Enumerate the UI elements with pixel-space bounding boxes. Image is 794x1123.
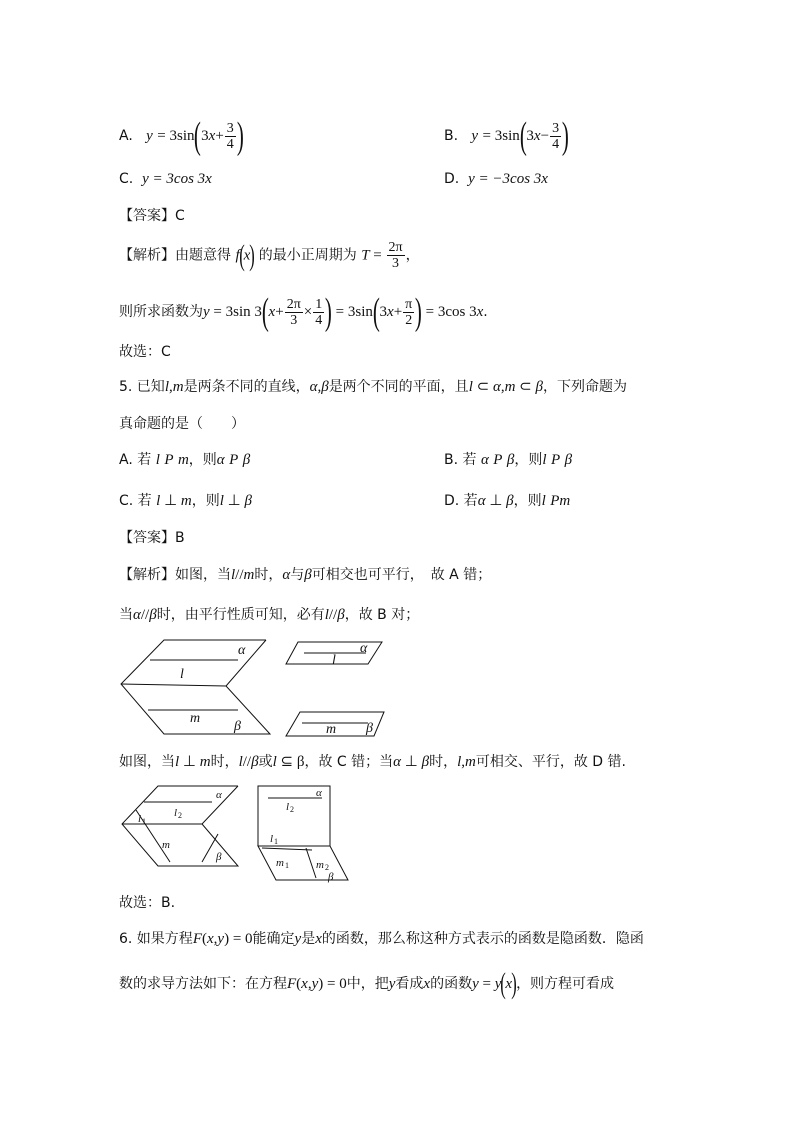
figure-perpendicular-lines: [118, 784, 242, 870]
q5-option-d: D. 若α ⊥ β，则l Pm: [444, 493, 571, 509]
q5-option-b: B. 若 α P β，则l P β: [444, 452, 573, 468]
svg-text:1: 1: [285, 861, 289, 870]
q6-line-2: 数的求导方法如下：在方程F(x,y) = 0中，把y看成x的函数y = y(x)，则方程可看成: [119, 967, 615, 1000]
q4-option-c: C. y = 3cos 3x: [119, 171, 212, 187]
q5-analysis-3: 如图，当l ⊥ m时，l//β或l ⊆ β，故 C 错；当α ⊥ β时，l,m可相交、平行，故 D 错.: [119, 754, 626, 770]
svg-text:α: α: [360, 641, 368, 656]
svg-text:1: 1: [142, 817, 146, 826]
svg-text:m: m: [326, 722, 337, 737]
svg-text:2: 2: [290, 805, 294, 814]
svg-text:l: l: [270, 833, 274, 845]
q4-result: 则所求函数为y = 3sin 3(x+ $\frac{2\pi}{3}$ × $\frac{1}{4}$ ) = 3sin(3x+ $\frac{\pi}{2}$ ) = 3cos 3x.: [119, 291, 488, 333]
q5-answer: 【答案】B: [119, 530, 185, 546]
q5-stem-line1: 5. 已知l,m是两条不同的直线，α,β是两个不同的平面，且l ⊂ α,m ⊂ β，下列命题为: [119, 379, 627, 395]
svg-text:l: l: [174, 807, 178, 819]
svg-text:l: l: [332, 653, 336, 668]
svg-text:1: 1: [274, 837, 278, 846]
q4-option-a: A. y = 3sin(3x+ $\frac{3}{4}$ ): [119, 115, 244, 157]
q4-conclusion: 故选：C: [119, 344, 171, 360]
figure-parallel-planes-right: [286, 636, 390, 740]
svg-text:α: α: [238, 643, 246, 658]
svg-text:2: 2: [325, 863, 329, 872]
svg-text:l: l: [138, 813, 142, 825]
q4-option-d: D. y = −3cos 3x: [444, 171, 548, 187]
q4-option-b: B. y = 3sin(3x− $\frac{3}{4}$ ): [444, 115, 569, 157]
svg-text:m: m: [276, 857, 284, 869]
q4-answer: 【答案】C: [119, 208, 185, 224]
figure-parallel-planes-left: [118, 636, 278, 742]
svg-text:β: β: [328, 871, 334, 883]
svg-text:m: m: [316, 859, 324, 871]
svg-text:l: l: [180, 667, 184, 682]
q5-option-a: A. 若 l P m，则α P β: [119, 452, 251, 468]
svg-text:β: β: [234, 719, 241, 734]
q4-analysis: 【解析】由题意得 f(x) 的最小正周期为 T = $\frac{2\pi}{3}$ ，: [119, 238, 420, 272]
svg-text:m: m: [190, 711, 201, 726]
q6-line-1: 6. 如果方程F(x,y) = 0能确定y是x的函数，那么称这种方式表示的函数是隐函数．隐函: [119, 931, 644, 947]
svg-text:α: α: [216, 789, 222, 801]
svg-text:m: m: [162, 839, 170, 851]
q5-analysis-2: 当α//β时，由平行性质可知，必有l//β，故 B 对；: [119, 607, 420, 623]
svg-text:l: l: [286, 801, 290, 813]
q5-conclusion: 故选：B.: [119, 895, 176, 911]
figure-perpendicular-planes: [254, 784, 350, 884]
q5-option-c: C. 若 l ⊥ m，则l ⊥ β: [119, 493, 252, 509]
svg-text:β: β: [216, 851, 222, 863]
svg-text:α: α: [316, 787, 322, 799]
svg-text:β: β: [366, 721, 373, 736]
svg-text:2: 2: [178, 811, 182, 820]
q5-stem-line2: 真命题的是（ ）: [119, 416, 245, 432]
q5-analysis-1: 【解析】如图，当l//m时，α与β可相交也可平行， 故 A 错；: [119, 567, 492, 583]
